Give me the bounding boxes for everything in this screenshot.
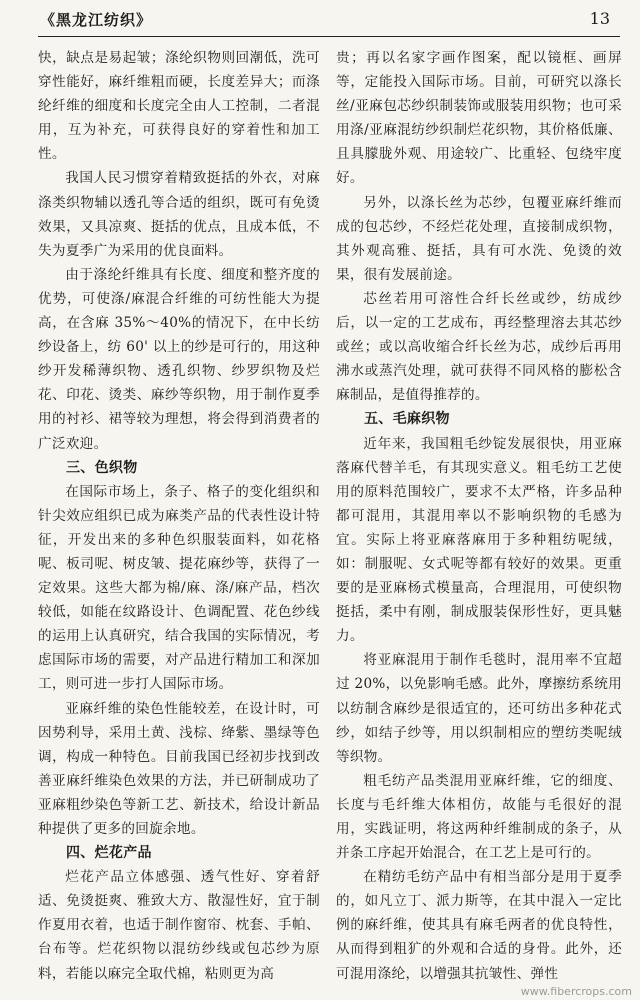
paragraph: 芯丝若用可溶性合纤长丝或纱，纺成纱后，以一定的工艺成布，再经整理溶去其芯纱或丝；或以高收缩合纤长丝为芯，成纱后再用沸水或蒸汽处理，就可获得不同风格的膨松含麻制品，是值得推荐的。	[336, 290, 622, 404]
page-number: 13	[589, 9, 610, 28]
paragraph: 我国人民习惯穿着精致挺括的外衣，对麻涤类织物辅以透孔等合适的组织，既可有免烫效果，又具凉爽、挺括的优点，且成本低，不失为夏季广为采用的优良面料。	[38, 170, 320, 259]
header-rule	[38, 36, 620, 37]
paragraph: 贵；再以名家字画作图案，配以镜框、画屏等，定能投入国际市场。目前，可研究以涤长丝/亚麻包芯纱织制装饰或服装用织物；也可采用涤/亚麻混纺纱织制烂花织物，其价格低廉、且具朦胧外观、用途较广、比重轻、包绕牢度好。	[336, 50, 622, 187]
page-header	[0, 0, 640, 36]
paragraph: 亚麻纤维的染色性能较差，在设计时，可因势利导，采用土黄、浅棕、绛紫、墨绿等色调，构成一种特色。目前我国已经初步找到改善亚麻纤维染色效果的方法，并已研制成功了亚麻粗纱染色等新工艺、新技术，给设计新品种提供了更多的回旋余地。	[38, 700, 320, 837]
paragraph: 另外，以涤长丝为芯纱，包覆亚麻纤维而成的包芯纱，不经烂花处理，直接制成织物，其外观高雅、挺括，具有可水洗、免烫的效果，很有发展前途。	[336, 194, 622, 283]
section-heading: 五、毛麻织物	[364, 411, 450, 428]
paragraph: 近年来，我国粗毛纱锭发展很快，用亚麻落麻代替羊毛，有其现实意义。粗毛纺工艺使用的原料范围较广，要求不太严格，许多品种都可混用，其混用率以不影响织物的毛感为宜。实际上将亚麻落麻用于多种粗纺呢绒，如：制服呢、女式呢等都有较好的效果。更重要的是亚麻杨式模量高，合理混用，可使织物挺括，柔中有刚，制成服装保形性好，更具魅力。	[336, 435, 622, 645]
paragraph: 在精纺毛纺产品中有相当部分是用于夏季的，如凡立丁、派力斯等，在其中混入一定比例的麻纤维，使其具有麻毛两者的优良特性，从而得到粗犷的外观和合适的身骨。此外，还可混用涤纶，以增强其抗皱性、弹性	[336, 869, 622, 982]
paragraph: 在国际市场上，条子、格子的变化组织和针尖效应组织已成为麻类产品的代表性设计特征，开发出来的多种色织服装面料，如花格呢、板司呢、树皮皱、提花麻纱等，获得了一定效果。这些大都为棉/麻、涤/麻产品，档次较低，如能在纹路设计、色调配置、花色纱线的运用上认真研究，结合我国的实际情况，考虑国际市场的需要，对产品进行精加工和深加工，则可进一步打人国际市场。	[38, 483, 320, 693]
paragraph: 由于涤纶纤维具有长度、细度和整齐度的优势，可使涤/麻混合纤维的可纺性能大为提高，在含麻 35%～40%的情况下，在中长纺纱设备上，纺 60' 以上的纱是可行的，用这种纱开发稀薄织物、透孔织物、纱罗织物及烂花、印花、烫类、麻纱等织物，用于制作夏季用的衬衫、裙等较为理想，将会得到消费者的广泛欢迎。	[38, 266, 320, 452]
paragraph: 烂花产品立体感强、透气性好、穿着舒适、免烫挺爽、雅致大方、散湿性好，宜于制作夏用衣着，也适于制作窗帘、枕套、手帕、台布等。烂花织物以混纺纱线或包芯纱为原料，若能以麻完全取代棉，粘则更为高	[38, 869, 320, 982]
paragraph: 快，缺点是易起皱；涤纶织物则回潮低，洗可穿性能好，麻纤维粗而硬，长度差异大；而涤纶纤维的细度和长度完全由人工控制，二者混用，互为补充，可获得良好的穿着性和加工性。	[38, 50, 320, 163]
paragraph: 粗毛纺产品类混用亚麻纤维，它的细度、长度与毛纤维大体相仿，故能与毛很好的混用，实践证明，将这两种纤维制成的条子，从并条工序起开始混合，在工艺上是可行的。	[336, 772, 622, 862]
journal-title: 《黑龙江纺织》	[40, 11, 153, 29]
watermark-text: www.fibercrops.com	[520, 985, 632, 998]
section-heading: 三、色织物	[66, 459, 138, 476]
right-column	[336, 46, 622, 986]
section-heading: 四、烂花产品	[66, 845, 152, 862]
left-column	[38, 46, 320, 986]
paragraph: 将亚麻混用于制作毛毯时，混用率不宜超过 20%，以免影响毛感。此外，摩擦纺系统用以纺制含麻纱是很适宜的，还可纺出多种花式纱，如结子纱等，用以织制相应的塑纺类呢绒等织物。	[336, 652, 622, 765]
